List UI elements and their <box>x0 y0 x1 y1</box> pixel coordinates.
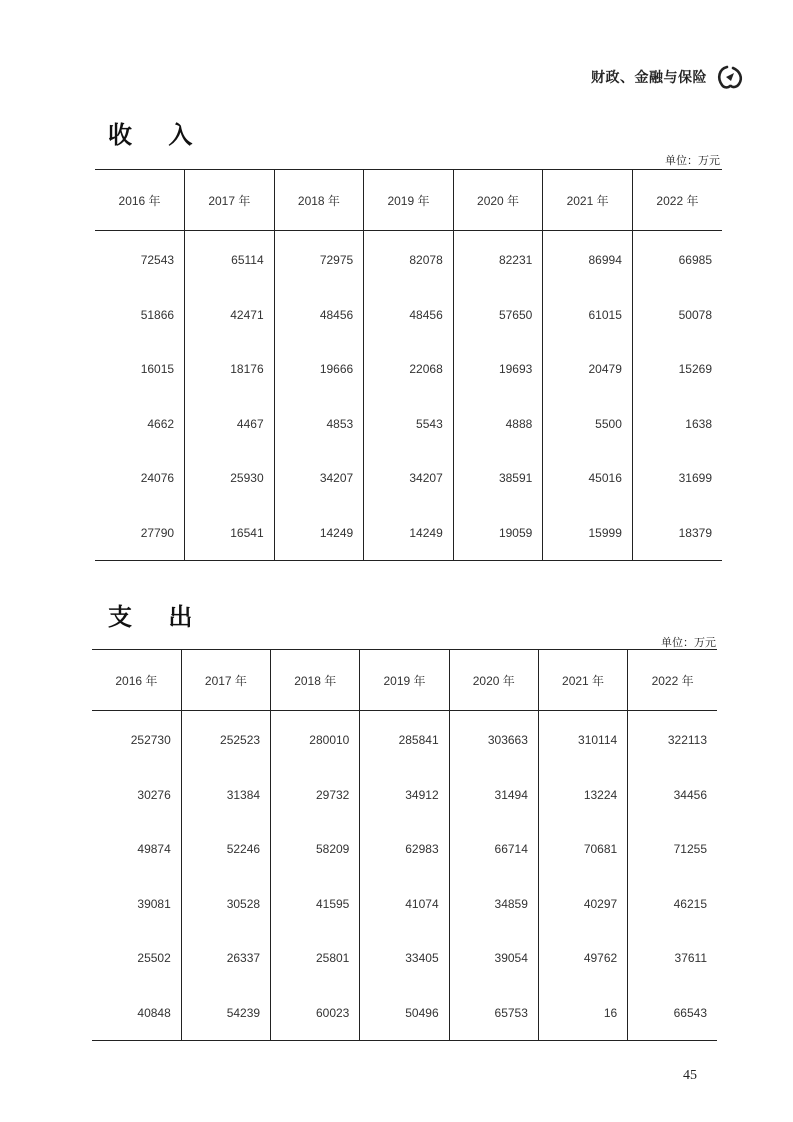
table-cell: 280010 <box>271 711 360 768</box>
table-cell: 16541 <box>185 506 275 561</box>
table-cell: 29732 <box>271 768 360 823</box>
table-cell: 61015 <box>543 288 633 343</box>
table-cell: 62983 <box>360 822 449 877</box>
table-cell: 66543 <box>628 986 717 1041</box>
table-cell: 18379 <box>632 506 722 561</box>
table-row <box>92 931 717 986</box>
table-cell: 41595 <box>271 877 360 932</box>
table-cell: 14249 <box>364 506 454 561</box>
table-cell: 30276 <box>137 787 171 802</box>
table-cell: 25930 <box>185 451 275 506</box>
page-number: 45 <box>683 1068 697 1083</box>
expenditure-table <box>92 649 717 1041</box>
table-cell: 58209 <box>271 822 360 877</box>
table-cell: 50496 <box>360 986 449 1041</box>
table-cell: 86994 <box>543 231 633 288</box>
expenditure-header-row <box>92 650 717 711</box>
table-cell: 72975 <box>274 231 364 288</box>
table-row <box>92 877 717 932</box>
table-cell: 25801 <box>271 931 360 986</box>
table-cell: 4853 <box>274 397 364 452</box>
table-cell: 39081 <box>137 896 171 911</box>
table-cell: 31384 <box>181 768 270 823</box>
table-row <box>95 342 722 397</box>
table-cell: 48456 <box>274 288 364 343</box>
expenditure-col-2018: 2018 年 <box>271 650 360 711</box>
table-cell: 16015 <box>140 362 175 377</box>
table-row <box>92 822 717 877</box>
table-cell: 15269 <box>632 342 722 397</box>
table-cell: 5500 <box>543 397 633 452</box>
table-cell: 65114 <box>185 231 275 288</box>
table-cell: 82231 <box>453 231 543 288</box>
table-cell: 34456 <box>628 768 717 823</box>
table-cell: 48456 <box>364 288 454 343</box>
table-cell: 39054 <box>449 931 538 986</box>
table-cell: 18176 <box>185 342 275 397</box>
table-cell: 285841 <box>360 711 449 768</box>
table-cell: 4467 <box>185 397 275 452</box>
income-col-2016: 2016 年 <box>95 170 185 231</box>
table-cell: 26337 <box>181 931 270 986</box>
income-col-2018: 2018 年 <box>274 170 364 231</box>
table-cell: 31494 <box>449 768 538 823</box>
table-cell: 13224 <box>538 768 627 823</box>
table-cell: 50078 <box>632 288 722 343</box>
table-row <box>95 397 722 452</box>
table-cell: 34912 <box>360 768 449 823</box>
table-cell: 72543 <box>140 253 175 268</box>
table-cell: 1638 <box>632 397 722 452</box>
finance-logo-icon <box>715 64 745 90</box>
table-cell: 34859 <box>449 877 538 932</box>
expenditure-col-2016: 2016 年 <box>92 650 181 711</box>
expenditure-section-title: 支 出 <box>108 602 207 631</box>
expenditure-col-2021: 2021 年 <box>538 650 627 711</box>
table-cell: 52246 <box>181 822 270 877</box>
table-cell: 5543 <box>364 397 454 452</box>
table-cell: 40297 <box>538 877 627 932</box>
table-cell: 27790 <box>95 506 185 561</box>
table-row <box>95 451 722 506</box>
income-header-row <box>95 170 722 231</box>
income-col-2017: 2017 年 <box>185 170 275 231</box>
table-cell: 4662 <box>147 416 175 431</box>
table-cell: 60023 <box>271 986 360 1041</box>
income-unit-label: 单位：万元 <box>665 154 720 167</box>
expenditure-col-2017: 2017 年 <box>181 650 270 711</box>
expenditure-col-2022: 2022 年 <box>628 650 717 711</box>
income-table <box>95 169 722 561</box>
table-cell: 54239 <box>181 986 270 1041</box>
table-cell: 310114 <box>538 711 627 768</box>
table-cell: 22068 <box>364 342 454 397</box>
table-cell: 49874 <box>137 842 171 857</box>
income-col-2022: 2022 年 <box>632 170 722 231</box>
table-row <box>95 288 722 343</box>
table-cell: 30528 <box>181 877 270 932</box>
table-cell: 66714 <box>449 822 538 877</box>
expenditure-col-2019: 2019 年 <box>360 650 449 711</box>
income-col-2020: 2020 年 <box>453 170 543 231</box>
table-cell: 34207 <box>364 451 454 506</box>
table-cell: 24076 <box>140 471 175 486</box>
table-cell: 51866 <box>140 307 175 322</box>
table-cell: 252730 <box>130 733 171 748</box>
table-row <box>92 986 717 1041</box>
table-cell: 82078 <box>364 231 454 288</box>
table-cell: 57650 <box>453 288 543 343</box>
expenditure-unit-label: 单位：万元 <box>661 636 716 649</box>
table-cell: 20479 <box>543 342 633 397</box>
table-cell: 40848 <box>92 986 181 1041</box>
running-head <box>591 64 745 90</box>
table-row <box>95 231 722 288</box>
table-cell: 4888 <box>453 397 543 452</box>
table-cell: 65753 <box>449 986 538 1041</box>
table-cell: 303663 <box>449 711 538 768</box>
table-cell: 19693 <box>453 342 543 397</box>
table-cell: 41074 <box>360 877 449 932</box>
table-cell: 252523 <box>181 711 270 768</box>
table-cell: 70681 <box>538 822 627 877</box>
table-cell: 14249 <box>274 506 364 561</box>
income-section-title: 收 入 <box>108 120 207 149</box>
table-cell: 15999 <box>543 506 633 561</box>
chapter-title: 财政、金融与保险 <box>591 70 707 86</box>
table-row <box>92 711 717 768</box>
table-cell: 66985 <box>632 231 722 288</box>
table-cell: 19059 <box>453 506 543 561</box>
table-cell: 33405 <box>360 931 449 986</box>
table-cell: 16 <box>538 986 627 1041</box>
table-cell: 71255 <box>628 822 717 877</box>
table-cell: 31699 <box>632 451 722 506</box>
income-col-2019: 2019 年 <box>364 170 454 231</box>
table-row <box>92 768 717 823</box>
table-cell: 45016 <box>543 451 633 506</box>
table-cell: 19666 <box>274 342 364 397</box>
table-cell: 25502 <box>137 951 171 966</box>
table-cell: 42471 <box>185 288 275 343</box>
table-cell: 34207 <box>274 451 364 506</box>
expenditure-col-2020: 2020 年 <box>449 650 538 711</box>
income-col-2021: 2021 年 <box>543 170 633 231</box>
table-cell: 38591 <box>453 451 543 506</box>
table-row <box>95 506 722 561</box>
table-cell: 322113 <box>628 711 717 768</box>
table-cell: 46215 <box>628 877 717 932</box>
table-cell: 49762 <box>538 931 627 986</box>
table-cell: 37611 <box>628 931 717 986</box>
